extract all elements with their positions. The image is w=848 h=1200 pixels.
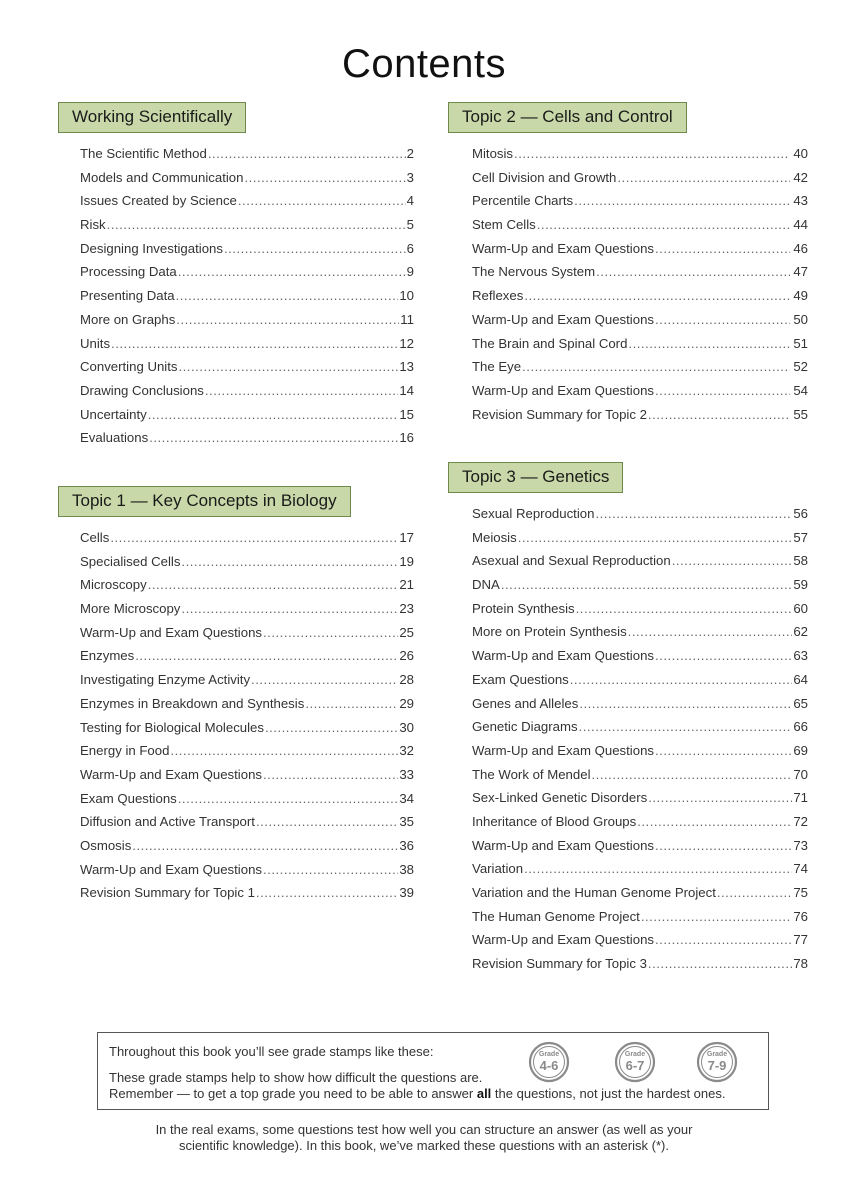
toc-entry-page: 13: [399, 359, 414, 375]
toc-entry-title: DNA: [472, 577, 500, 593]
toc-entry-page: 63: [793, 648, 808, 664]
toc-entry[interactable]: [472, 885, 808, 909]
toc-entry-page: 15: [399, 406, 414, 422]
toc-entry[interactable]: [472, 288, 808, 312]
section-topic-2: [448, 102, 808, 430]
toc-entry-page: 26: [399, 648, 414, 664]
toc-entry[interactable]: [472, 624, 808, 648]
toc-entry[interactable]: [80, 885, 414, 909]
toc-entry[interactable]: [80, 554, 414, 578]
toc-entry[interactable]: [472, 553, 808, 577]
toc-entry-title: Evaluations: [80, 430, 149, 446]
toc-entry[interactable]: [472, 956, 808, 980]
toc-entry[interactable]: [472, 312, 808, 336]
toc-leader-dots: [595, 506, 792, 521]
toc-leader-dots: [655, 932, 792, 947]
toc-entry-title: Presenting Data: [80, 288, 175, 304]
toc-entry[interactable]: [472, 932, 808, 956]
grade-stamp-icon: [696, 1041, 738, 1083]
toc-entry[interactable]: [472, 767, 808, 791]
toc-entry-page: 75: [793, 885, 808, 900]
toc-entry-page: 14: [399, 382, 414, 398]
toc-leader-dots: [628, 624, 793, 639]
toc-entry-page: 17: [399, 530, 414, 545]
toc-entry-title: The Eye: [472, 359, 522, 375]
toc-entry-title: Microscopy: [80, 577, 147, 593]
toc-entry[interactable]: [80, 217, 414, 241]
toc-leader-dots: [132, 838, 398, 853]
grade-stamp-word: Grade: [706, 1051, 728, 1058]
toc-entry[interactable]: [80, 862, 414, 886]
toc-leader-dots: [149, 430, 398, 445]
toc-entry-page: 25: [399, 624, 414, 640]
grade-info-emphasis: all: [476, 1086, 492, 1101]
toc-entry-page: 51: [793, 335, 808, 351]
toc-entry-title: More Microscopy: [80, 601, 181, 617]
toc-list: [80, 146, 414, 454]
toc-leader-dots: [592, 767, 793, 782]
toc-entry-page: 71: [793, 790, 808, 806]
toc-entry-title: More on Protein Synthesis: [472, 624, 627, 640]
toc-entry-page: 60: [793, 600, 808, 616]
toc-entry-title: More on Graphs: [80, 311, 176, 327]
section-header: Working Scientifically: [58, 102, 246, 133]
grade-stamp-range: 7-9: [707, 1058, 727, 1073]
grade-stamp-icon: [528, 1041, 570, 1083]
toc-leader-dots: [224, 241, 406, 256]
toc-entry[interactable]: [80, 648, 414, 672]
toc-entry-title: Osmosis: [80, 837, 132, 853]
toc-entry-page: 29: [399, 695, 414, 711]
toc-leader-dots: [178, 264, 406, 279]
toc-leader-dots: [518, 530, 793, 545]
toc-entry-title: Stem Cells: [472, 217, 536, 233]
section-topic-3: [448, 462, 808, 980]
toc-leader-dots: [717, 885, 792, 900]
toc-entry-title: Exam Questions: [472, 671, 569, 687]
toc-entry-title: Testing for Biological Molecules: [80, 719, 264, 735]
grade-info-line: [109, 1086, 725, 1101]
toc-entry-page: 35: [399, 814, 414, 830]
toc-entry[interactable]: [80, 530, 414, 554]
toc-entry-page: 10: [399, 288, 414, 304]
toc-entry[interactable]: [80, 430, 414, 454]
toc-entry-title: Warm-Up and Exam Questions: [80, 766, 262, 782]
toc-entry-title: Reflexes: [472, 288, 524, 304]
toc-entry-page: 30: [399, 719, 414, 735]
toc-entry-title: Warm-Up and Exam Questions: [472, 837, 654, 853]
toc-entry-page: 56: [793, 506, 808, 521]
toc-entry-page: 40: [793, 146, 808, 161]
toc-entry-title: Protein Synthesis: [472, 600, 575, 616]
toc-leader-dots: [655, 383, 790, 398]
toc-entry-title: Warm-Up and Exam Questions: [472, 648, 654, 664]
toc-leader-dots: [579, 696, 792, 711]
toc-entry[interactable]: [472, 719, 808, 743]
toc-entry[interactable]: [80, 672, 414, 696]
toc-entry[interactable]: [472, 383, 808, 407]
toc-entry[interactable]: [472, 336, 808, 360]
toc-leader-dots: [648, 790, 792, 805]
grade-stamp-icon: [614, 1041, 656, 1083]
toc-entry[interactable]: [472, 170, 808, 194]
toc-entry[interactable]: [472, 193, 808, 217]
toc-entry-title: Exam Questions: [80, 790, 177, 806]
toc-entry[interactable]: [472, 743, 808, 767]
section-topic-1: [58, 486, 414, 909]
toc-leader-dots: [596, 264, 790, 279]
toc-entry-title: Asexual and Sexual Reproduction: [472, 553, 671, 569]
toc-entry-page: 3: [406, 169, 414, 185]
toc-entry-page: 32: [399, 743, 414, 759]
toc-entry-page: 49: [793, 288, 808, 304]
toc-entry-title: The Human Genome Project: [472, 908, 640, 924]
toc-entry-page: 28: [399, 672, 414, 688]
toc-leader-dots: [672, 553, 793, 568]
grade-stamp-range: 6-7: [625, 1058, 645, 1073]
toc-entry[interactable]: [80, 720, 414, 744]
toc-entry-page: 44: [793, 217, 808, 233]
toc-entry-title: Revision Summary for Topic 3: [472, 956, 647, 972]
toc-entry[interactable]: [472, 407, 808, 431]
toc-entry-title: Cells: [80, 530, 110, 545]
toc-leader-dots: [170, 743, 398, 758]
footer-note: [100, 1122, 748, 1154]
toc-leader-dots: [617, 170, 790, 185]
toc-entry-title: Units: [80, 335, 111, 351]
toc-entry[interactable]: [472, 648, 808, 672]
toc-entry-page: 77: [793, 932, 808, 948]
toc-entry-page: 39: [399, 885, 414, 901]
toc-leader-dots: [107, 217, 406, 232]
toc-entry-title: Warm-Up and Exam Questions: [472, 742, 654, 758]
toc-entry-page: 58: [793, 553, 808, 569]
toc-entry-title: Investigating Enzyme Activity: [80, 672, 251, 688]
toc-entry[interactable]: [472, 264, 808, 288]
toc-leader-dots: [110, 530, 398, 545]
toc-entry-title: Enzymes: [80, 648, 135, 664]
toc-entry[interactable]: [472, 601, 808, 625]
toc-entry[interactable]: [80, 193, 414, 217]
section-header: Topic 1 — Key Concepts in Biology: [58, 486, 351, 517]
toc-leader-dots: [637, 814, 792, 829]
toc-list: [472, 146, 808, 430]
toc-leader-dots: [176, 312, 399, 327]
toc-entry-page: 2: [406, 146, 414, 161]
toc-entry-title: The Brain and Spinal Cord: [472, 335, 628, 351]
toc-leader-dots: [181, 554, 398, 569]
toc-entry[interactable]: [472, 672, 808, 696]
toc-entry-page: 50: [793, 311, 808, 327]
toc-entry[interactable]: [80, 264, 414, 288]
toc-entry-title: Warm-Up and Exam Questions: [472, 932, 654, 948]
toc-entry-page: 72: [793, 813, 808, 829]
toc-leader-dots: [576, 601, 793, 616]
toc-entry-title: Sex-Linked Genetic Disorders: [472, 790, 648, 806]
toc-leader-dots: [648, 407, 790, 422]
page-title: Contents: [341, 42, 507, 86]
toc-entry[interactable]: [80, 814, 414, 838]
toc-entry[interactable]: [472, 696, 808, 720]
toc-entry[interactable]: [80, 767, 414, 791]
toc-entry[interactable]: [80, 359, 414, 383]
toc-entry[interactable]: [472, 861, 808, 885]
toc-entry-page: 55: [793, 406, 808, 422]
toc-entry-page: 16: [399, 430, 414, 446]
toc-entry[interactable]: [80, 170, 414, 194]
toc-entry[interactable]: [472, 530, 808, 554]
toc-leader-dots: [238, 193, 406, 208]
toc-entry-page: 6: [406, 240, 414, 256]
toc-entry[interactable]: [80, 743, 414, 767]
toc-leader-dots: [655, 312, 790, 327]
toc-leader-dots: [628, 336, 790, 351]
toc-entry[interactable]: [472, 359, 808, 383]
toc-entry[interactable]: [80, 407, 414, 431]
toc-entry-page: 57: [793, 529, 808, 545]
toc-entry[interactable]: [472, 814, 808, 838]
toc-leader-dots: [574, 193, 790, 208]
toc-entry-page: 36: [399, 837, 414, 853]
toc-entry-title: Processing Data: [80, 264, 177, 280]
toc-list: [472, 506, 808, 980]
toc-leader-dots: [514, 146, 790, 161]
toc-entry-title: Mitosis: [472, 146, 514, 161]
toc-entry-title: Risk: [80, 217, 106, 233]
section-header: Topic 2 — Cells and Control: [448, 102, 687, 133]
toc-entry-title: Models and Communication: [80, 169, 244, 185]
toc-entry-page: 21: [399, 577, 414, 593]
toc-leader-dots: [111, 336, 398, 351]
toc-leader-dots: [648, 956, 792, 971]
toc-entry-page: 9: [406, 264, 414, 280]
toc-entry[interactable]: [80, 601, 414, 625]
toc-leader-dots: [305, 696, 398, 711]
toc-entry-title: Revision Summary for Topic 1: [80, 885, 255, 901]
toc-entry-page: 4: [406, 193, 414, 209]
toc-entry-title: Revision Summary for Topic 2: [472, 406, 647, 422]
toc-entry-page: 78: [793, 956, 808, 972]
toc-entry-title: Designing Investigations: [80, 240, 223, 256]
toc-entry-page: 54: [793, 382, 808, 398]
toc-leader-dots: [205, 383, 398, 398]
grade-info-line: These grade stamps help to show how difficult the questions are.: [109, 1070, 483, 1085]
toc-entry-page: 52: [793, 359, 808, 375]
toc-leader-dots: [178, 791, 399, 806]
toc-leader-dots: [524, 861, 792, 876]
toc-leader-dots: [570, 672, 793, 687]
toc-entry-page: 5: [406, 217, 414, 233]
toc-entry-page: 62: [793, 624, 808, 640]
toc-entry-page: 74: [793, 861, 808, 877]
toc-entry-title: Warm-Up and Exam Questions: [80, 861, 262, 877]
toc-entry[interactable]: [80, 146, 414, 170]
toc-entry-title: Warm-Up and Exam Questions: [472, 382, 654, 398]
toc-entry[interactable]: [80, 241, 414, 265]
toc-leader-dots: [256, 885, 398, 900]
toc-entry-page: 65: [793, 695, 808, 711]
toc-entry-page: 47: [793, 264, 808, 280]
section-working-scientifically: [58, 102, 414, 454]
toc-leader-dots: [537, 217, 791, 232]
toc-entry-page: 34: [399, 790, 414, 806]
toc-entry-page: 46: [793, 240, 808, 256]
toc-entry[interactable]: [472, 217, 808, 241]
grade-stamp-word: Grade: [538, 1051, 560, 1058]
toc-leader-dots: [178, 359, 398, 374]
toc-entry-title: Meiosis: [472, 529, 517, 545]
toc-entry-title: Variation and the Human Genome Project: [472, 885, 716, 900]
toc-leader-dots: [641, 909, 792, 924]
toc-leader-dots: [579, 719, 793, 734]
toc-leader-dots: [256, 814, 398, 829]
toc-entry-title: Inheritance of Blood Groups: [472, 813, 637, 829]
toc-entry[interactable]: [472, 838, 808, 862]
toc-leader-dots: [655, 838, 792, 853]
toc-entry-page: 38: [399, 861, 414, 877]
toc-entry-title: Converting Units: [80, 359, 178, 375]
toc-leader-dots: [148, 407, 399, 422]
toc-entry[interactable]: [472, 577, 808, 601]
toc-entry-title: The Work of Mendel: [472, 766, 591, 782]
toc-leader-dots: [148, 577, 399, 592]
toc-entry-title: Drawing Conclusions: [80, 382, 204, 398]
toc-leader-dots: [263, 767, 398, 782]
toc-entry-title: Sexual Reproduction: [472, 506, 595, 521]
grade-stamp-range: 4-6: [539, 1058, 559, 1073]
toc-entry[interactable]: [80, 625, 414, 649]
toc-entry-page: 11: [400, 311, 414, 327]
toc-entry[interactable]: [472, 241, 808, 265]
toc-entry-title: Warm-Up and Exam Questions: [472, 311, 654, 327]
toc-list: [80, 530, 414, 909]
toc-entry-page: 64: [793, 671, 808, 687]
toc-entry-title: Variation: [472, 861, 524, 877]
toc-leader-dots: [208, 146, 406, 161]
toc-entry-title: Genetic Diagrams: [472, 719, 578, 735]
toc-entry-page: 76: [793, 908, 808, 924]
toc-entry[interactable]: [472, 909, 808, 933]
toc-leader-dots: [524, 288, 790, 303]
toc-entry[interactable]: [80, 312, 414, 336]
toc-entry-page: 12: [399, 335, 414, 351]
toc-entry[interactable]: [80, 336, 414, 360]
toc-entry-page: 33: [399, 766, 414, 782]
toc-entry[interactable]: [80, 383, 414, 407]
toc-entry-title: Enzymes in Breakdown and Synthesis: [80, 695, 305, 711]
toc-entry-title: Energy in Food: [80, 743, 170, 759]
grade-stamp-info-box: [97, 1032, 769, 1110]
toc-leader-dots: [181, 601, 398, 616]
toc-leader-dots: [176, 288, 399, 303]
toc-leader-dots: [501, 577, 792, 592]
toc-leader-dots: [655, 241, 790, 256]
toc-entry-title: Warm-Up and Exam Questions: [472, 240, 654, 256]
toc-entry-page: 69: [793, 742, 808, 758]
toc-entry-title: Uncertainty: [80, 406, 147, 422]
toc-entry-title: The Scientific Method: [80, 146, 207, 161]
toc-entry[interactable]: [472, 146, 808, 170]
section-header: Topic 3 — Genetics: [448, 462, 623, 493]
grade-info-text: the questions, not just the hardest ones.: [491, 1086, 726, 1101]
toc-entry-title: Warm-Up and Exam Questions: [80, 624, 262, 640]
toc-entry-title: Genes and Alleles: [472, 695, 579, 711]
toc-leader-dots: [522, 359, 790, 374]
toc-leader-dots: [135, 648, 398, 663]
toc-entry-page: 66: [793, 719, 808, 735]
toc-entry-title: The Nervous System: [472, 264, 596, 280]
toc-leader-dots: [263, 625, 398, 640]
toc-entry-page: 73: [793, 837, 808, 853]
toc-entry-page: 19: [399, 553, 414, 569]
footer-note-line: scientific knowledge). In this book, we’ve marked these questions with an asterisk (*).: [179, 1138, 669, 1153]
toc-entry[interactable]: [80, 838, 414, 862]
toc-entry-title: Issues Created by Science: [80, 193, 237, 209]
footer-note-line: In the real exams, some questions test how well you can structure an answer (as well as your: [155, 1122, 693, 1137]
toc-leader-dots: [265, 720, 398, 735]
toc-leader-dots: [263, 862, 398, 877]
toc-entry-title: Diffusion and Active Transport: [80, 814, 255, 830]
toc-entry-title: Cell Division and Growth: [472, 169, 617, 185]
toc-entry-page: 43: [793, 193, 808, 209]
toc-leader-dots: [251, 672, 398, 687]
toc-leader-dots: [655, 743, 792, 758]
toc-entry[interactable]: [472, 790, 808, 814]
toc-entry-page: 23: [399, 601, 414, 617]
toc-entry[interactable]: [80, 791, 414, 815]
toc-leader-dots: [244, 170, 405, 185]
toc-leader-dots: [655, 648, 792, 663]
grade-info-text: Remember — to get a top grade you need to be able to answer: [109, 1086, 477, 1101]
toc-entry-title: Percentile Charts: [472, 193, 574, 209]
toc-entry-page: 70: [793, 766, 808, 782]
toc-entry[interactable]: [80, 288, 414, 312]
grade-stamp-word: Grade: [624, 1051, 646, 1058]
toc-entry[interactable]: [80, 696, 414, 720]
grade-info-line: Throughout this book you’ll see grade stamps like these:: [109, 1044, 434, 1059]
toc-entry-page: 59: [793, 577, 808, 593]
toc-entry[interactable]: [80, 577, 414, 601]
toc-entry-title: Specialised Cells: [80, 553, 181, 569]
toc-entry-page: 42: [793, 169, 808, 185]
toc-entry[interactable]: [472, 506, 808, 530]
